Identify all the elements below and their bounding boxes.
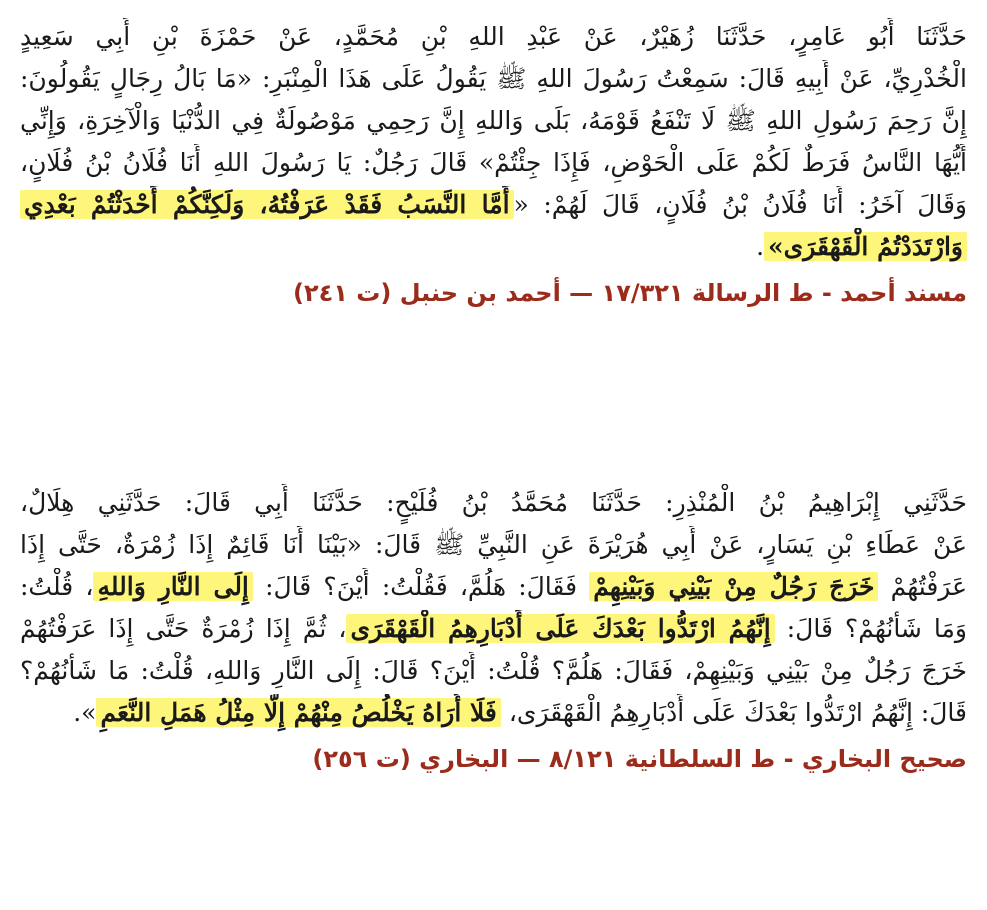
text-line: [20, 186, 967, 228]
text-segment: الْخُدْرِيِّ، عَنْ أَبِيهِ قَالَ: سَمِعْتُ رَسُولَ اللهِ ﷺ يَقُولُ عَلَى هَذَا الْمِنْبَرِ: «مَا بَالُ رِجَالٍ يَقُولُونَ:: [20, 64, 967, 93]
text-segment: حَدَّثَنِي إِبْرَاهِيمُ بْنُ الْمُنْذِرِ: حَدَّثَنَا مُحَمَّدُ بْنُ فُلَيْحٍ: حَدَّثَنَا أَبِي قَالَ: حَدَّثَنِي هِلَالٌ،: [20, 488, 967, 517]
hadith-text: [20, 484, 967, 736]
highlighted-phrase: خَرَجَ رَجُلٌ مِنْ بَيْنِي وَبَيْنِهِمْ: [589, 572, 878, 601]
text-segment: خَرَجَ رَجُلٌ مِنْ بَيْنِي وَبَيْنِهِمْ، فَقَالَ: هَلُمَّ؟ قُلْتُ: أَيْنَ؟ قَالَ: إِلَى النَّارِ وَاللهِ، قُلْتُ: مَا شَأْنُهُمْ؟: [20, 656, 967, 685]
text-line: [20, 526, 967, 568]
text-segment: وَقَالَ آخَرُ: أَنَا فُلَانُ بْنُ فُلَانٍ، قَالَ لَهُمْ: «: [513, 190, 967, 219]
text-line: [20, 484, 967, 526]
text-segment: .: [756, 232, 765, 261]
highlighted-phrase: إِنَّهُمُ ارْتَدُّوا بَعْدَكَ عَلَى أَدْبَارِهِمُ الْقَهْقَرَى: [346, 614, 774, 643]
source-citation: مسند أحمد - ط الرسالة ١٧/٣٢١ — أحمد بن حنبل (ت ٢٤١): [293, 279, 967, 307]
text-line: [20, 568, 967, 610]
source-citation: صحيح البخاري - ط السلطانية ٨/١٢١ — البخاري (ت ٢٥٦): [312, 745, 967, 773]
hadith-block-musnad-ahmad: [20, 18, 967, 310]
highlighted-phrase: إِلَى النَّارِ وَاللهِ: [93, 572, 252, 601]
text-segment: فَقَالَ: هَلُمَّ، فَقُلْتُ: أَيْنَ؟ قَالَ:: [252, 572, 590, 601]
text-segment: عَنْ عَطَاءِ بْنِ يَسَارٍ، عَنْ أَبِي هُرَيْرَةَ عَنِ النَّبِيِّ ﷺ قَالَ: «بَيْنَا أَنَا قَائِمٌ إِذَا زُمْرَةٌ، حَتَّى إِذَا: [20, 530, 967, 559]
text-line: [20, 694, 967, 736]
text-segment: ، قُلْتُ:: [20, 572, 94, 601]
text-line: [20, 102, 967, 144]
text-segment: ، ثُمَّ إِذَا زُمْرَةٌ حَتَّى إِذَا عَرَفْتُهُمْ: [20, 614, 347, 643]
text-segment: ».: [73, 698, 97, 727]
text-segment: إِنَّ رَحِمَ رَسُولِ اللهِ ﷺ لَا تَنْفَعُ قَوْمَهُ، بَلَى وَاللهِ إِنَّ رَحِمِي مَوْصُولَةٌ فِي الدُّنْيَا وَالْآخِرَةِ، وَإِنِّي: [20, 106, 967, 135]
text-line: [20, 652, 967, 694]
text-segment: عَرَفْتُهُمْ: [878, 572, 967, 601]
text-segment: قَالَ: إِنَّهُمُ ارْتَدُّوا بَعْدَكَ عَلَى أَدْبَارِهِمُ الْقَهْقَرَى،: [500, 698, 967, 727]
text-segment: أَيُّهَا النَّاسُ فَرَطٌ لَكُمْ عَلَى الْحَوْضِ، فَإِذَا جِئْتُمْ» قَالَ رَجُلٌ: يَا رَسُولَ اللهِ أَنَا فُلَانُ بْنُ فُلَانٍ،: [20, 148, 967, 177]
text-line: [20, 144, 967, 186]
text-line: [20, 60, 967, 102]
text-line: [20, 610, 967, 652]
hadith-text: [20, 18, 967, 270]
text-segment: حَدَّثَنَا أَبُو عَامِرٍ، حَدَّثَنَا زُهَيْرٌ، عَنْ عَبْدِ اللهِ بْنِ مُحَمَّدٍ، عَنْ حَمْزَةَ بْنِ أَبِي سَعِيدٍ: [20, 22, 967, 51]
highlighted-phrase: فَلَا أُرَاهُ يَخْلُصُ مِنْهُمْ إِلَّا مِثْلُ هَمَلِ النَّعَمِ: [96, 698, 500, 727]
text-line: [20, 228, 967, 270]
text-segment: وَمَا شَأْنُهُمْ؟ قَالَ:: [774, 614, 967, 643]
highlighted-phrase: أَمَّا النَّسَبُ فَقَدْ عَرَفْتُهُ، وَلَكِنَّكُمْ أَحْدَثْتُمْ بَعْدِي: [20, 190, 514, 219]
highlighted-phrase: وَارْتَدَدْتُمُ الْقَهْقَرَى»: [764, 232, 967, 261]
hadith-block-sahih-bukhari: [20, 484, 967, 776]
text-line: [20, 18, 967, 60]
